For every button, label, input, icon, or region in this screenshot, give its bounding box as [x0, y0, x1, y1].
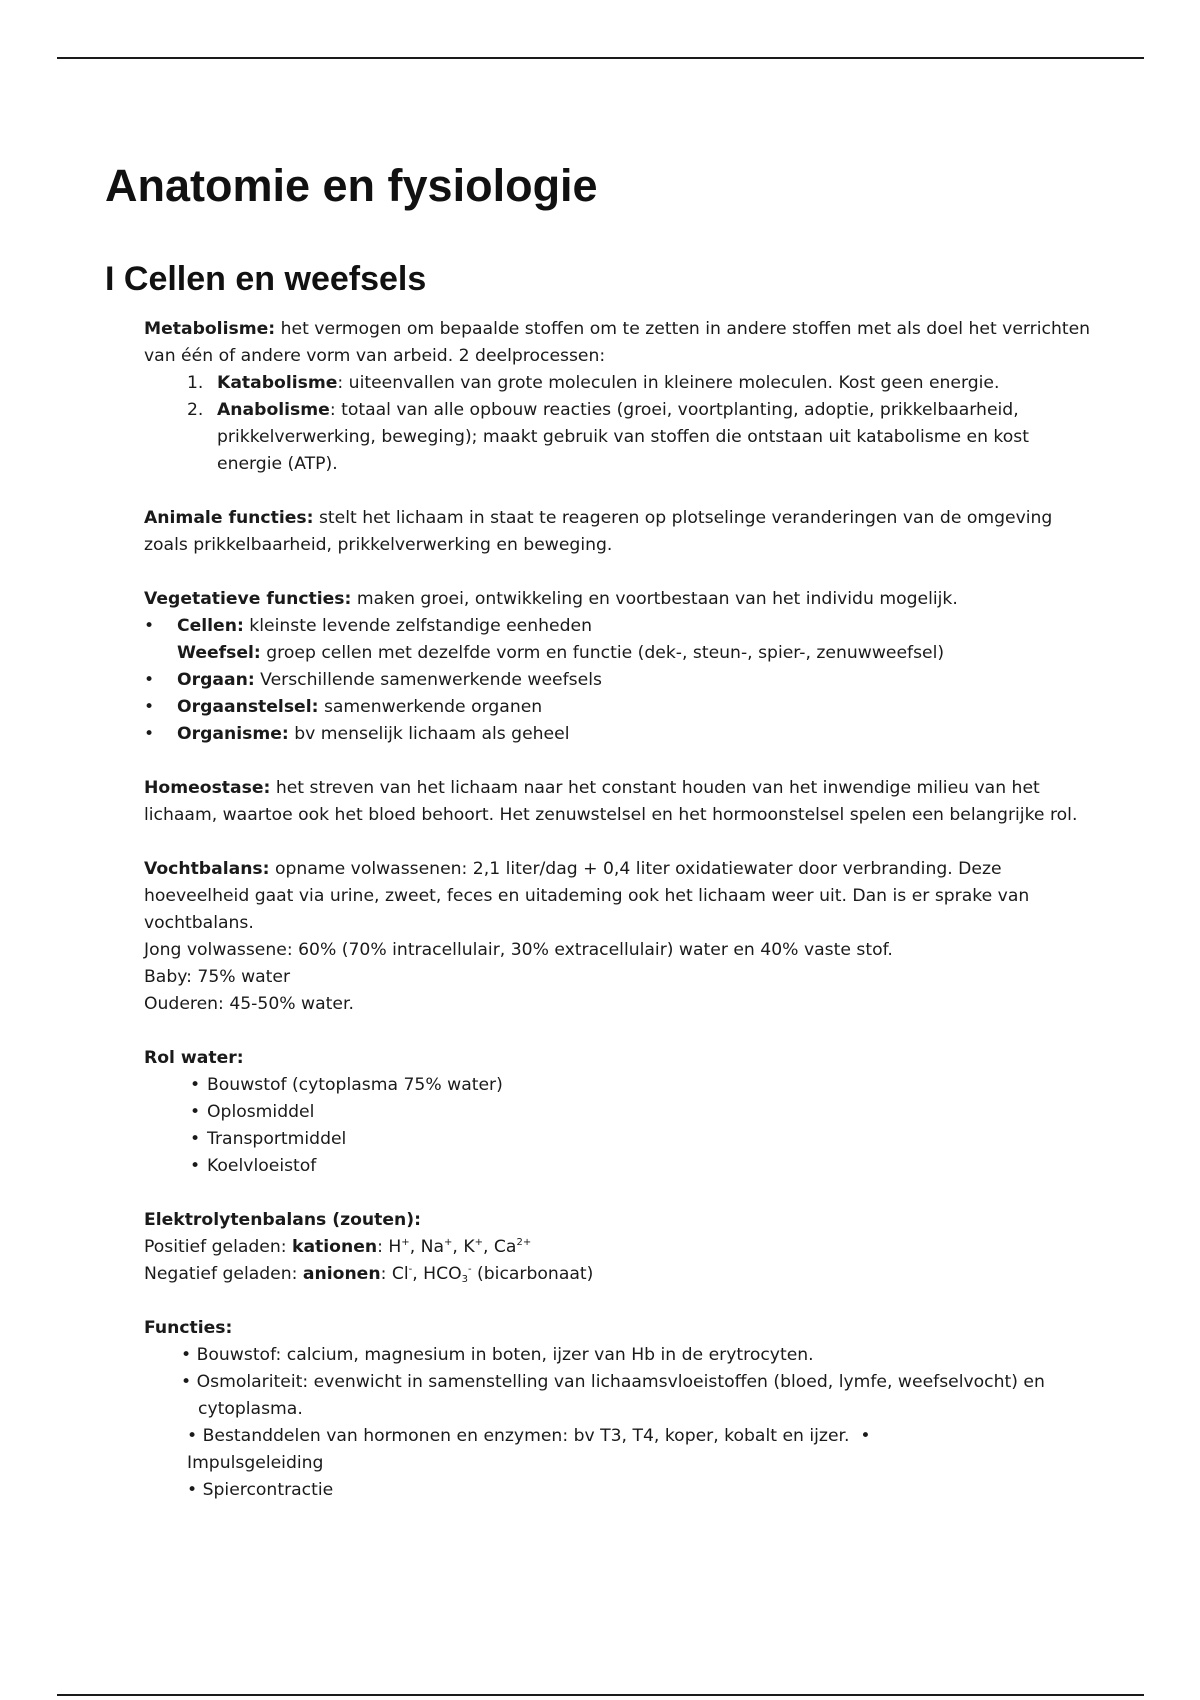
- list-item: [144, 1477, 1094, 1504]
- list-item: [190, 1153, 1094, 1180]
- vegetatieve-paragraph: [144, 586, 1094, 613]
- list-item: [144, 694, 1094, 721]
- katabolisme-label: Katabolisme: [217, 373, 338, 393]
- list-item-label: Weefsel:: [177, 643, 261, 663]
- ion-subscript: 3: [461, 1274, 468, 1285]
- vochtbalans-text: opname volwassenen: 2,1 liter/dag + 0,4 liter oxidatiewater door verbranding. Deze hoeveelheid gaat via urine, zweet, feces en uitademing ook het lichaam weer uit. Dan is er sprake van vochtbalans.: [144, 859, 1030, 933]
- functies-label: Functies:: [144, 1318, 233, 1338]
- bullet-icon: •: [190, 1075, 201, 1095]
- list-item-text: Koelvloeistof: [207, 1156, 317, 1176]
- list-item-text: groep cellen met dezelfde vorm en functie (dek-, steun-, spier-, zenuwweefsel): [260, 643, 945, 663]
- list-item-label: Organisme:: [177, 724, 289, 744]
- list-item: [144, 613, 1094, 640]
- ion: , HCO: [412, 1264, 462, 1284]
- list-item-label: Cellen:: [177, 616, 244, 636]
- list-item-text: bv menselijk lichaam als geheel: [288, 724, 570, 744]
- vochtbalans-label: Vochtbalans:: [144, 859, 270, 879]
- header-rule: [57, 57, 1144, 59]
- bullet-icon: •: [181, 1372, 192, 1392]
- footer-rule: [57, 1694, 1144, 1696]
- list-item-text: Spiercontractie: [202, 1480, 334, 1500]
- ion-charge: 2+: [516, 1237, 532, 1248]
- list-item-label: Orgaanstelsel:: [177, 697, 319, 717]
- bullet-icon: •: [190, 1129, 201, 1149]
- homeostase-label: Homeostase:: [144, 778, 271, 798]
- document-title: Anatomie en fysiologie: [105, 160, 598, 211]
- homeostase-text: het streven van het lichaam naar het constant houden van het inwendige milieu van het lichaam, waartoe ook het bloed behoort. Het zenuwstelsel en het hormoonstelsel spelen een belangrijke rol.: [144, 778, 1078, 825]
- numbered-item: [144, 370, 1094, 397]
- animale-label: Animale functies:: [144, 508, 314, 528]
- vochtbalans-line: Ouderen: 45-50% water.: [144, 994, 354, 1014]
- list-item: [144, 667, 1094, 694]
- vochtbalans-line: Baby: 75% water: [144, 967, 291, 987]
- vochtbalans-paragraph: [144, 856, 1094, 937]
- list-item-text: Bouwstof: calcium, magnesium in boten, ijzer van Hb in de erytrocyten.: [196, 1345, 814, 1365]
- document-body: [144, 316, 1094, 1504]
- ion-charge: +: [444, 1237, 453, 1248]
- ion-charge: -: [467, 1264, 472, 1275]
- vegetatieve-label: Vegetatieve functies:: [144, 589, 352, 609]
- rol-water-list: [144, 1072, 1094, 1180]
- anabolisme-label: Anabolisme: [217, 400, 330, 420]
- homeostase-paragraph: [144, 775, 1094, 829]
- list-item: [144, 1342, 1094, 1369]
- anionen-label: anionen: [302, 1264, 381, 1284]
- list-item: [144, 640, 1094, 667]
- bullet-icon: •: [144, 697, 155, 717]
- section-heading: I Cellen en weefsels: [105, 260, 427, 298]
- list-item-text: Impulsgeleiding: [187, 1453, 324, 1473]
- ion: : Cl: [380, 1264, 409, 1284]
- kationen-prefix: Positief geladen:: [144, 1237, 293, 1257]
- metabolisme-paragraph: [144, 316, 1094, 370]
- bullet-icon: •: [144, 616, 155, 636]
- bullet-icon: •: [190, 1102, 201, 1122]
- list-item-text: Bouwstof (cytoplasma 75% water): [207, 1075, 503, 1095]
- anionen-prefix: Negatief geladen:: [144, 1264, 303, 1284]
- list-item-text: Oplosmiddel: [207, 1102, 315, 1122]
- kationen-label: kationen: [292, 1237, 378, 1257]
- list-item-text: Osmolariteit: evenwicht in samenstelling van lichaamsvloeistoffen (bloed, lymfe, weefselvocht) en cytoplasma.: [196, 1372, 1045, 1419]
- anionen-suffix: (bicarbonaat): [471, 1264, 594, 1284]
- ion: : H: [377, 1237, 402, 1257]
- bullet-icon: •: [190, 1156, 201, 1176]
- list-item-text: Transportmiddel: [207, 1129, 347, 1149]
- item-number: 2.: [187, 400, 204, 420]
- animale-paragraph: [144, 505, 1094, 559]
- animale-text: stelt het lichaam in staat te reageren op plotselinge veranderingen van de omgeving zoals prikkelbaarheid, prikkelverwerking en beweging.: [144, 508, 1053, 555]
- list-item: [190, 1072, 1094, 1099]
- anabolisme-text: : totaal van alle opbouw reacties (groei, voortplanting, adoptie, prikkelbaarheid, prikkelverwerking, beweging); maakt gebruik van stoffen die ontstaan uit katabolisme en kost energie (ATP).: [217, 400, 1029, 474]
- bullet-icon: •: [187, 1426, 198, 1446]
- kationen-line: [144, 1234, 1094, 1261]
- metabolisme-text: het vermogen om bepaalde stoffen om te zetten in andere stoffen met als doel het verrichten van één of andere vorm van arbeid. 2 deelprocessen:: [144, 319, 1091, 366]
- rol-water-label: Rol water:: [144, 1048, 244, 1068]
- list-item-text: Verschillende samenwerkende weefsels: [254, 670, 602, 690]
- bullet-icon: •: [144, 724, 155, 744]
- ion: , Na: [409, 1237, 445, 1257]
- item-number: 1.: [187, 373, 204, 393]
- vegetatieve-text: maken groei, ontwikkeling en voortbestaan van het individu mogelijk.: [351, 589, 958, 609]
- ion-charge: +: [401, 1237, 410, 1248]
- list-item: [144, 1369, 1094, 1423]
- ion: , Ca: [483, 1237, 517, 1257]
- anionen-line: [144, 1261, 1094, 1288]
- bullet-icon: •: [181, 1345, 192, 1365]
- list-item: [144, 1423, 1094, 1477]
- list-item-label: Orgaan:: [177, 670, 255, 690]
- list-item: [144, 721, 1094, 748]
- functies-list: [144, 1342, 1094, 1504]
- elektrolyten-label: Elektrolytenbalans (zouten):: [144, 1210, 422, 1230]
- bullet-icon: •: [860, 1426, 871, 1446]
- list-item: [190, 1126, 1094, 1153]
- list-item-text: kleinste levende zelfstandige eenheden: [243, 616, 592, 636]
- bullet-icon: •: [144, 670, 155, 690]
- vochtbalans-line: Jong volwassene: 60% (70% intracellulair, 30% extracellulair) water en 40% vaste stof.: [144, 940, 893, 960]
- bullet-icon: •: [187, 1480, 198, 1500]
- ion-charge: -: [408, 1264, 413, 1275]
- list-item: [190, 1099, 1094, 1126]
- ion-charge: +: [474, 1237, 483, 1248]
- metabolisme-label: Metabolisme:: [144, 319, 276, 339]
- list-item-text: Bestanddelen van hormonen en enzymen: bv T3, T4, koper, kobalt en ijzer.: [202, 1426, 850, 1446]
- ion: , K: [452, 1237, 475, 1257]
- numbered-item: [144, 397, 1094, 478]
- katabolisme-text: : uiteenvallen van grote moleculen in kleinere moleculen. Kost geen energie.: [337, 373, 1000, 393]
- list-item-text: samenwerkende organen: [318, 697, 543, 717]
